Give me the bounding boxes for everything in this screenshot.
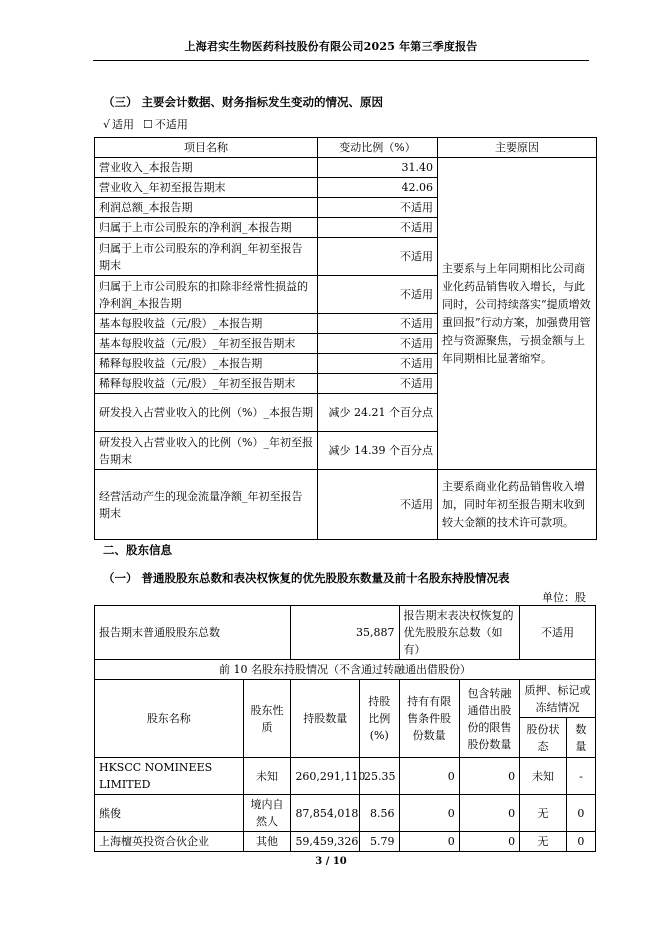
row-ratio: 不适用 — [318, 470, 438, 540]
row-item-name: 基本每股收益（元/股）_本报告期 — [95, 314, 318, 334]
applicability-checkbox-row — [103, 116, 190, 132]
row-item-name: 基本每股收益（元/股）_年初至报告期末 — [95, 334, 318, 354]
col-header-pledge-qty: 数量 — [566, 718, 595, 758]
shareholder-shares: 260,291,110 — [291, 758, 360, 795]
row-item-name: 归属于上市公司股东的净利润_年初至报告期末 — [95, 238, 318, 276]
row-ratio: 不适用 — [318, 334, 438, 354]
shareholder-nature: 境内自然人 — [243, 795, 291, 832]
shareholder-pledge-status: 无 — [520, 795, 567, 832]
preferred-shareholders-label: 报告期末表决权恢复的优先股股东总数（如有） — [399, 606, 520, 660]
row-item-name: 稀释每股收益（元/股）_本报告期 — [95, 354, 318, 374]
col-header-ratio: 持股比例(%) — [360, 680, 399, 758]
shareholders-sub-heading: （一） 普通股股东总数和表决权恢复的优先股股东数量及前十名股东持股情况表 — [103, 571, 510, 585]
shareholder-pledge-status: 无 — [520, 832, 567, 852]
shareholder-shares: 59,459,326 — [291, 832, 360, 852]
unchecked-box-icon: ☐ — [143, 118, 153, 131]
row-ratio: 31.40 — [318, 158, 438, 178]
shareholder-name: 上海檀英投资合伙企业 — [95, 832, 244, 852]
row-ratio: 不适用 — [318, 354, 438, 374]
shareholder-lent: 0 — [459, 832, 519, 852]
row-item-name: 研发投入占营业收入的比例（%）_本报告期 — [95, 394, 318, 432]
report-header-title: 上海君实生物医药科技股份有限公司2025 年第三季度报告 — [184, 40, 478, 53]
reason-main-cell: 主要系与上年同期相比公司商业化药品销售收入增长，与此同时，公司持续落实“提质增效重回报”行动方案，加强费用管控与资源聚焦，亏损金额与上年同期相比显著缩窄。 — [438, 158, 597, 470]
shareholder-ratio: 5.79 — [360, 832, 399, 852]
shareholder-pledge-qty: 0 — [566, 832, 595, 852]
row-item-name: 研发投入占营业收入的比例（%）_年初至报告期末 — [95, 432, 318, 470]
row-ratio: 不适用 — [318, 198, 438, 218]
col-header-shares: 持股数量 — [291, 680, 360, 758]
shareholder-shares: 87,854,018 — [291, 795, 360, 832]
shareholder-ratio: 8.56 — [360, 795, 399, 832]
col-header-nature: 股东性质 — [243, 680, 291, 758]
row-ratio: 不适用 — [318, 374, 438, 394]
financial-change-table — [94, 137, 597, 540]
shareholder-restricted: 0 — [399, 758, 459, 795]
row-ratio: 减少 14.39 个百分点 — [318, 432, 438, 470]
row-item-name: 归属于上市公司股东的净利润_本报告期 — [95, 218, 318, 238]
shareholder-ratio: 25.35 — [360, 758, 399, 795]
shareholder-pledge-qty: - — [566, 758, 595, 795]
shareholders-heading: 二、股东信息 — [103, 543, 172, 557]
col-header-item: 项目名称 — [95, 138, 318, 158]
row-ratio: 不适用 — [318, 218, 438, 238]
row-ratio: 不适用 — [318, 276, 438, 314]
total-shareholders-value: 35,887 — [291, 606, 399, 660]
row-item-name: 稀释每股收益（元/股）_年初至报告期末 — [95, 374, 318, 394]
total-shareholders-label: 报告期末普通股股东总数 — [95, 606, 291, 660]
checked-icon: √ — [103, 118, 111, 131]
row-item-name: 归属于上市公司股东的扣除非经常性损益的净利润_本报告期 — [95, 276, 318, 314]
header-divider — [93, 60, 589, 61]
row-ratio: 不适用 — [318, 314, 438, 334]
shareholder-pledge-qty: 0 — [566, 795, 595, 832]
shareholder-lent: 0 — [459, 758, 519, 795]
section-3-heading: （三） 主要会计数据、财务指标发生变动的情况、原因 — [103, 95, 384, 109]
row-ratio: 42.06 — [318, 178, 438, 198]
shareholders-table — [94, 605, 596, 852]
row-item-name: 营业收入_年初至报告期末 — [95, 178, 318, 198]
shareholder-lent: 0 — [459, 795, 519, 832]
shareholder-name: HKSCC NOMINEES LIMITED — [95, 758, 244, 795]
shareholder-restricted: 0 — [399, 832, 459, 852]
shareholder-nature: 未知 — [243, 758, 291, 795]
preferred-shareholders-value: 不适用 — [520, 606, 596, 660]
row-ratio: 不适用 — [318, 238, 438, 276]
not-applicable-label: 不适用 — [154, 118, 188, 131]
row-item-name: 营业收入_本报告期 — [95, 158, 318, 178]
col-header-shareholder-name: 股东名称 — [95, 680, 244, 758]
col-header-ratio: 变动比例（%） — [318, 138, 438, 158]
page-number: 3 / 10 — [315, 856, 347, 867]
col-header-reason: 主要原因 — [438, 138, 597, 158]
shareholder-name: 熊俊 — [95, 795, 244, 832]
applicable-label: 适用 — [112, 118, 135, 131]
unit-label: 单位：股 — [542, 591, 586, 604]
col-header-pledge-status: 股份状态 — [520, 718, 567, 758]
col-header-lent: 包含转融通借出股份的限售股份数量 — [459, 680, 519, 758]
reason-cashflow-cell: 主要系商业化药品销售收入增加，同时年初至报告期末收到较大金额的技术许可款项。 — [438, 470, 597, 540]
row-item-name: 利润总额_本报告期 — [95, 198, 318, 218]
shareholder-pledge-status: 未知 — [520, 758, 567, 795]
row-ratio: 减少 24.21 个百分点 — [318, 394, 438, 432]
top10-title: 前 10 名股东持股情况（不含通过转融通出借股份） — [95, 660, 596, 680]
col-header-restricted: 持有有限售条件股份数量 — [399, 680, 459, 758]
shareholder-nature: 其他 — [243, 832, 291, 852]
col-header-pledge: 质押、标记或冻结情况 — [520, 680, 596, 718]
row-item-name: 经营活动产生的现金流量净额_年初至报告期末 — [95, 470, 318, 540]
shareholder-restricted: 0 — [399, 795, 459, 832]
